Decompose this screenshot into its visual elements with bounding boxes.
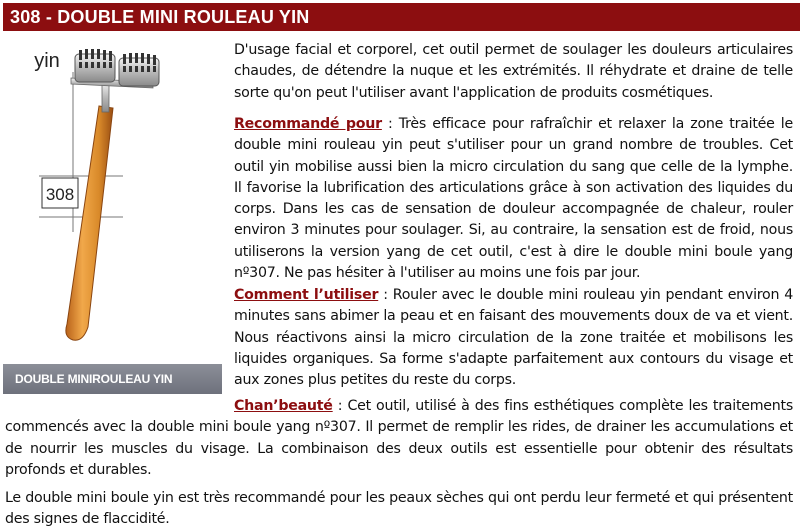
yin-label: yin bbox=[34, 50, 60, 72]
recommended-separator: : bbox=[381, 116, 399, 132]
usage-text: Rouler avec le double mini rouleau yin pendant environ 4 minutes sans abimer la peau et en faisant des mouvements doux de va et vient. Nous réactivons ainsi la micro circulation de la zone traitée et mobilisons les liquides organiques. Sa forme s'adapte parfaitement aux contours du visage et aux zones plus petites du reste du corps. bbox=[234, 287, 793, 389]
usage-label: Comment l’utiliser bbox=[234, 287, 379, 303]
figure-caption: DOUBLE MINIROULEAU YIN bbox=[3, 364, 222, 394]
beauty-separator: : bbox=[332, 398, 348, 414]
usage-separator: : bbox=[378, 287, 393, 303]
beauty-paragraph bbox=[5, 396, 793, 481]
usage-paragraph bbox=[234, 285, 793, 391]
product-illustration bbox=[3, 42, 222, 392]
closing-paragraph: Le double mini boule yin est très recommandé pour les peaux sèches qui ont perdu leur fermeté et qui présentent des signes de flaccidité. bbox=[5, 490, 793, 528]
recommended-label: Recommandé pour bbox=[234, 116, 382, 132]
roller-drawing bbox=[3, 42, 222, 364]
recommended-text: Très efficace pour rafraîchir et relaxer la zone traitée le double mini rouleau yin peut s'utiliser pour un grand nombre de troubles. Cet outil yin mobilise aussi bien la micro circulation du sang que celle de la lymphe. Il favorise la lubrification des articulations grâce à son activation des liquides du corps. Dans les cas de sensation de douleur accompagnée de chaleur, rouler environ 3 minutes pour soulager. Si, au contraire, la sensation est de froid, nous utiliserons la version yang de cet outil, c'est à dire le double mini boule yang nº307. Ne pas hésiter à l'utiliser au moins une fois par jour. bbox=[234, 116, 793, 282]
metal-shaft bbox=[102, 82, 109, 112]
beauty-text: Cet outil, utilisé à des fins esthétiques complète les traitements commencés avec la double mini boule yang nº307. Il permet de remplir les rides, de drainer les accumulations et de nourrir les muscles du visage. La combinaison des deux outils est essentielle pour obtenir des résultats profonds et durables. bbox=[5, 398, 793, 478]
page-title: 308 - DOUBLE MINI ROULEAU YIN bbox=[3, 3, 800, 31]
intro-paragraph: D'usage facial et corporel, cet outil permet de soulager les douleurs articulaires chaudes, de détendre la nuque et les extrémités. Il réhydrate et draine de telle sorte qu'on peut l'utiliser avant l'application de produits cosmétiques. bbox=[234, 42, 793, 101]
recommended-paragraph bbox=[234, 114, 793, 284]
product-number-label: 308 bbox=[45, 185, 75, 204]
beauty-label: Chan’beauté bbox=[234, 398, 333, 414]
